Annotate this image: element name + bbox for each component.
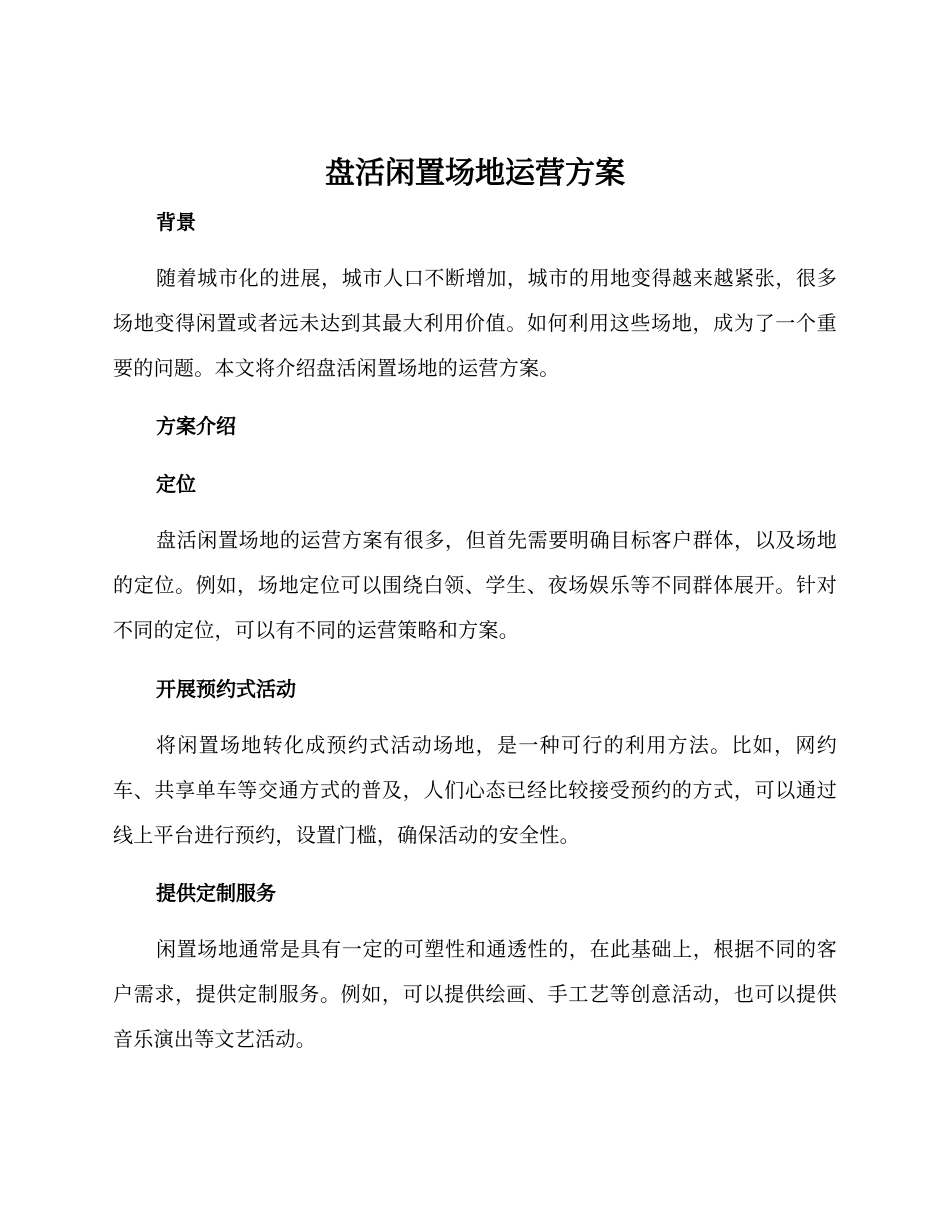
paragraph-background: 随着城市化的进展，城市人口不断增加，城市的用地变得越来越紧张，很多场地变得闲置或者远未达到其最大利用价值。如何利用这些场地，成为了一个重要的问题。本文将介绍盘活闲置场地的运营方案。 <box>113 266 837 380</box>
document-title: 盘活闲置场地运营方案 <box>325 156 625 191</box>
paragraph-positioning: 盘活闲置场地的运营方案有很多，但首先需要明确目标客户群体，以及场地的定位。例如，场地定位可以围绕白领、学生、夜场娱乐等不同群体展开。针对不同的定位，可以有不同的运营策略和方案。 <box>113 528 837 642</box>
heading-positioning: 定位 <box>156 472 196 496</box>
heading-reservation-activities: 开展预约式活动 <box>156 677 296 701</box>
heading-plan-intro: 方案介绍 <box>156 414 236 438</box>
paragraph-custom-services: 闲置场地通常是具有一定的可塑性和通透性的，在此基础上，根据不同的客户需求，提供定制服务。例如，可以提供绘画、手工艺等创意活动，也可以提供音乐演出等文艺活动。 <box>113 937 837 1051</box>
heading-custom-services: 提供定制服务 <box>156 881 276 905</box>
heading-background: 背景 <box>156 210 196 234</box>
paragraph-reservation-activities: 将闲置场地转化成预约式活动场地，是一种可行的利用方法。比如，网约车、共享单车等交通方式的普及，人们心态已经比较接受预约的方式，可以通过线上平台进行预约，设置门槛，确保活动的安全性。 <box>113 733 837 847</box>
